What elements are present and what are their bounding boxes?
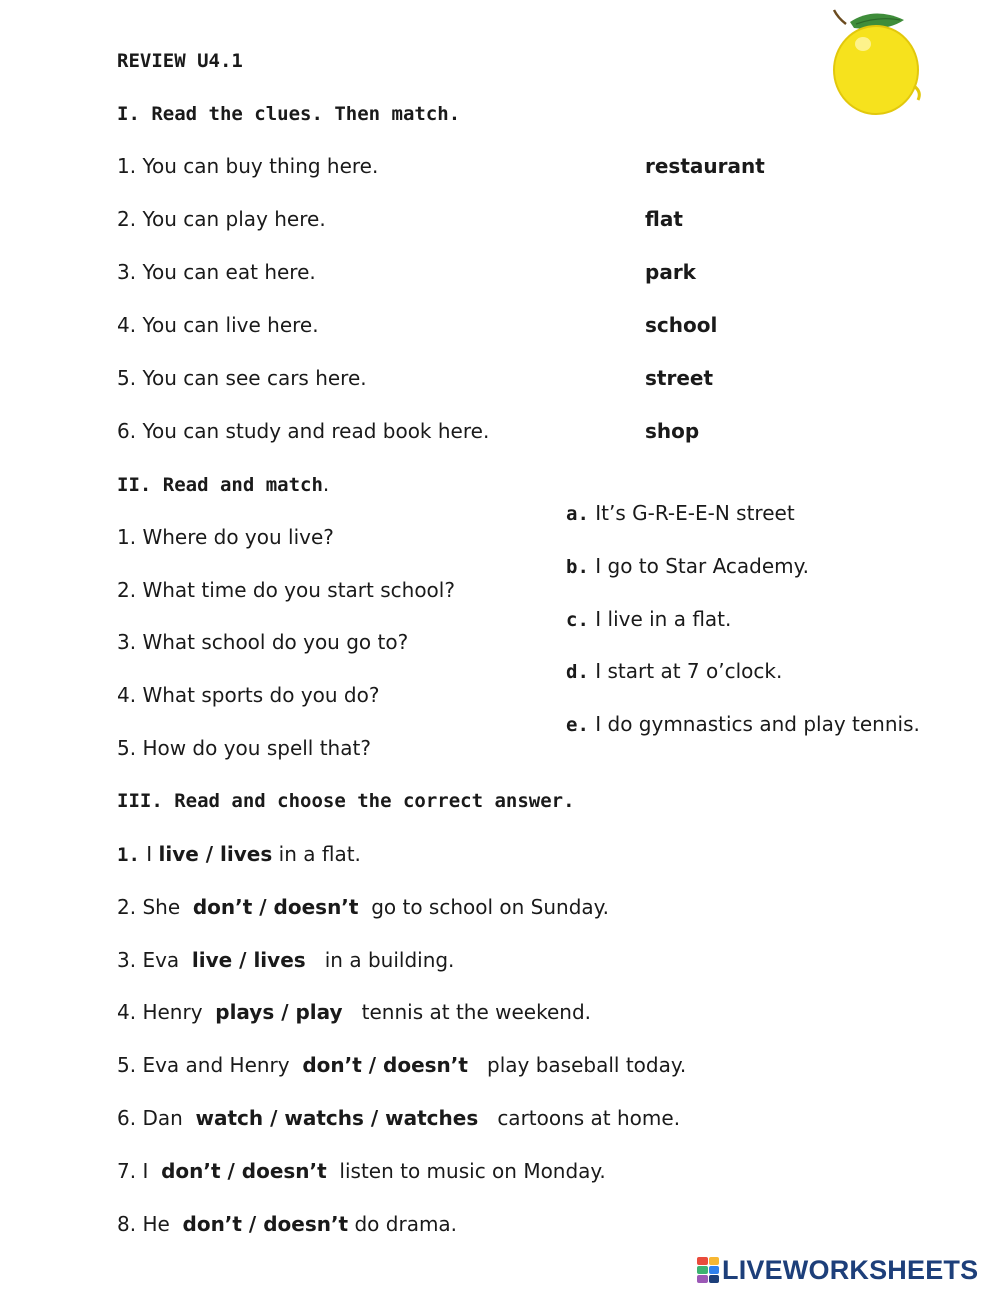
place-school: school	[645, 313, 718, 337]
choice-options: don’t / doesn’t	[161, 1159, 327, 1183]
clue-6: 6. You can study and read book here.	[117, 419, 490, 443]
choice-item-3: 3. Eva live / lives in a building.	[117, 948, 455, 972]
section-3-heading: III. Read and choose the correct answer.	[117, 790, 575, 812]
logo-text: LIVEWORKSHEETS	[722, 1254, 979, 1285]
lemon-icon	[826, 4, 926, 116]
place-shop: shop	[645, 419, 700, 443]
choice-options: don’t / doesn’t	[302, 1053, 468, 1077]
clue-1: 1. You can buy thing here.	[117, 154, 379, 178]
question-1: 1. Where do you live?	[117, 525, 334, 549]
question-4: 4. What sports do you do?	[117, 683, 380, 707]
choice-item-5: 5. Eva and Henry don’t / doesn’t play baseball today.	[117, 1053, 687, 1077]
choice-item-1: 1. I live / lives in a flat.	[117, 842, 361, 866]
question-2: 2. What time do you start school?	[117, 578, 455, 602]
answer-c: c. I live in a flat.	[566, 607, 732, 631]
page-title: REVIEW U4.1	[117, 50, 243, 72]
section-2-heading: II. Read and match.	[117, 472, 330, 496]
question-3: 3. What school do you go to?	[117, 630, 409, 654]
choice-options: watch / watchs / watches	[195, 1106, 479, 1130]
place-park: park	[645, 260, 696, 284]
choice-options: live / lives	[158, 842, 273, 866]
place-flat: flat	[645, 207, 683, 231]
choice-item-2: 2. She don’t / doesn’t go to school on Sunday.	[117, 895, 609, 919]
liveworksheets-logo[interactable]	[697, 1254, 978, 1286]
choice-options: don’t / doesn’t	[192, 895, 359, 919]
choice-options: don’t / doesn’t	[182, 1212, 349, 1236]
choice-options: plays / play	[215, 1000, 343, 1024]
answer-e: e. I do gymnastics and play tennis.	[566, 712, 920, 736]
choice-options: live / lives	[191, 948, 306, 972]
clue-4: 4. You can live here.	[117, 313, 319, 337]
section-1-heading: I. Read the clues. Then match.	[117, 103, 461, 125]
place-street: street	[645, 366, 714, 390]
place-restaurant: restaurant	[645, 154, 765, 178]
choice-item-8: 8. He don’t / doesn’t do drama.	[117, 1212, 458, 1236]
answer-a: a. It’s G-R-E-E-N street	[566, 501, 795, 525]
choice-item-7: 7. I don’t / doesn’t listen to music on Monday.	[117, 1159, 606, 1183]
choice-item-6: 6. Dan watch / watchs / watches cartoons at home.	[117, 1106, 681, 1130]
clue-3: 3. You can eat here.	[117, 260, 316, 284]
clue-2: 2. You can play here.	[117, 207, 326, 231]
answer-d: d. I start at 7 o’clock.	[566, 659, 783, 683]
question-5: 5. How do you spell that?	[117, 736, 371, 760]
choice-item-4: 4. Henry plays / play tennis at the weekend.	[117, 1000, 591, 1024]
answer-b: b. I go to Star Academy.	[566, 554, 810, 578]
clue-5: 5. You can see cars here.	[117, 366, 367, 390]
liveworksheets-mark-icon	[697, 1257, 719, 1283]
